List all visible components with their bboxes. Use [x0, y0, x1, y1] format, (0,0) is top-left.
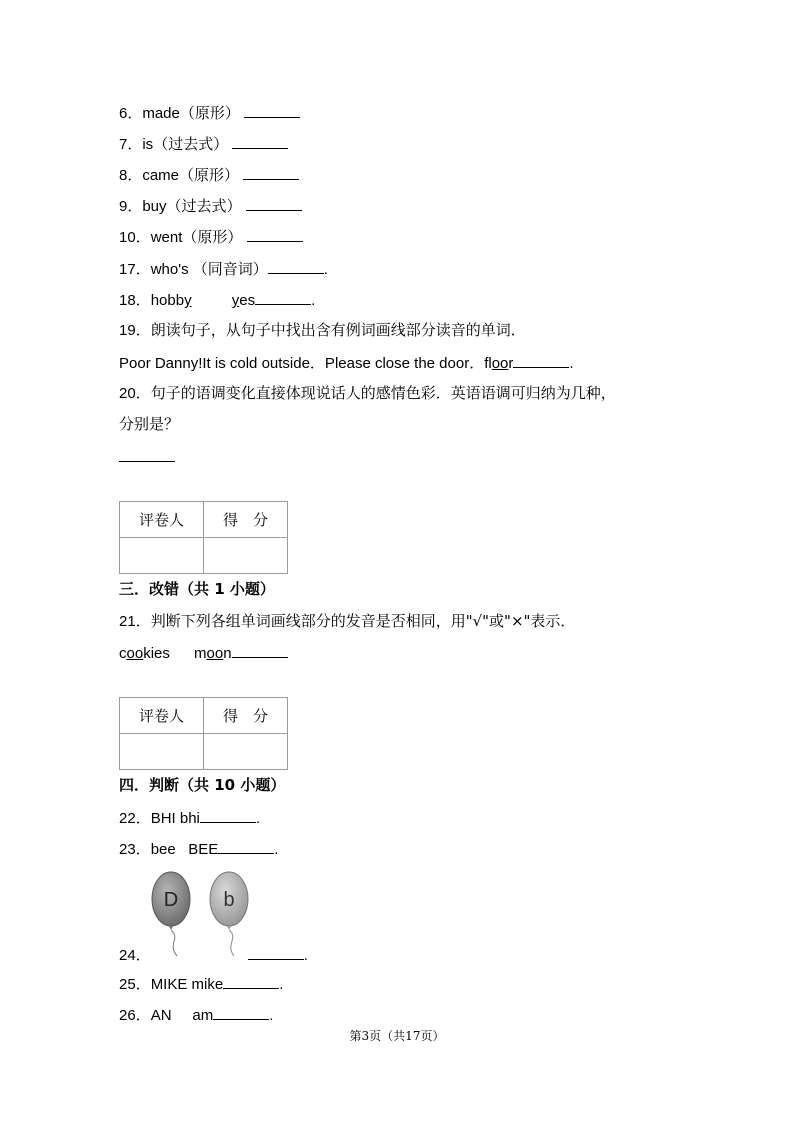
score-label: 得 分: [204, 698, 288, 734]
question-17: 17．who's （同音词） .: [119, 260, 328, 278]
answer-blank[interactable]: [268, 258, 324, 274]
question-20-line2: 分别是？: [119, 415, 180, 433]
question-21: 21．判断下列各组单词画线部分的发音是否相同，用"√"或"×"表示．: [119, 612, 576, 630]
question-10: 10．went（原形）: [119, 226, 303, 248]
score-table: [119, 697, 288, 770]
question-23: 23．bee BEE .: [119, 838, 278, 860]
balloon-b-letter: b: [223, 889, 235, 911]
question-6: 6．made（原形）: [119, 102, 300, 124]
question-21-words: cookies moon: [119, 642, 288, 664]
score-cell[interactable]: [204, 538, 288, 574]
score-label: 得 分: [204, 502, 288, 538]
question-20-answer: [119, 446, 175, 468]
answer-blank[interactable]: [232, 642, 288, 658]
reviewer-label: 评卷人: [120, 502, 204, 538]
answer-blank[interactable]: [513, 352, 569, 368]
question-22: 22．BHI bhi .: [119, 807, 260, 829]
answer-blank[interactable]: [247, 226, 303, 242]
question-9: 9．buy（过去式）: [119, 195, 302, 217]
answer-blank[interactable]: [200, 807, 256, 823]
reviewer-label: 评卷人: [120, 698, 204, 734]
page-footer: 第3页（共17页）: [349, 1029, 445, 1043]
question-25: 25．MIKE mike .: [119, 973, 283, 995]
question-24: 24． .: [119, 944, 308, 966]
answer-blank[interactable]: [218, 838, 274, 854]
reviewer-cell[interactable]: [120, 734, 204, 770]
score-table: [119, 501, 288, 574]
answer-blank[interactable]: [255, 289, 311, 305]
section-3-title: 三．改错（共 1 小题）: [119, 580, 275, 598]
answer-blank[interactable]: [244, 102, 300, 118]
reviewer-cell[interactable]: [120, 538, 204, 574]
question-18: 18．hobby yes .: [119, 289, 315, 311]
question-19: 19．朗读句子，从句子中找出含有例词画线部分读音的单词．: [119, 321, 526, 339]
answer-blank[interactable]: [223, 973, 279, 989]
answer-blank[interactable]: [213, 1004, 269, 1020]
answer-blank[interactable]: [243, 164, 299, 180]
question-20: 20．句子的语调变化直接体现说话人的感情色彩．英语语调可归纳为几种，: [119, 384, 616, 402]
question-26: 26．AN am .: [119, 1004, 273, 1026]
question-19-sentence: Poor Danny!It is cold outside．Please close the door．floor .: [119, 352, 574, 374]
answer-blank[interactable]: [248, 944, 304, 960]
answer-blank[interactable]: [119, 446, 175, 462]
section-4-title: 四．判断（共 10 小题）: [119, 776, 286, 794]
answer-blank[interactable]: [232, 133, 288, 149]
balloon-d-letter: D: [163, 889, 179, 911]
question-8: 8．came（原形）: [119, 164, 299, 186]
answer-blank[interactable]: [246, 195, 302, 211]
question-7: 7．is（过去式）: [119, 133, 288, 155]
score-cell[interactable]: [204, 734, 288, 770]
